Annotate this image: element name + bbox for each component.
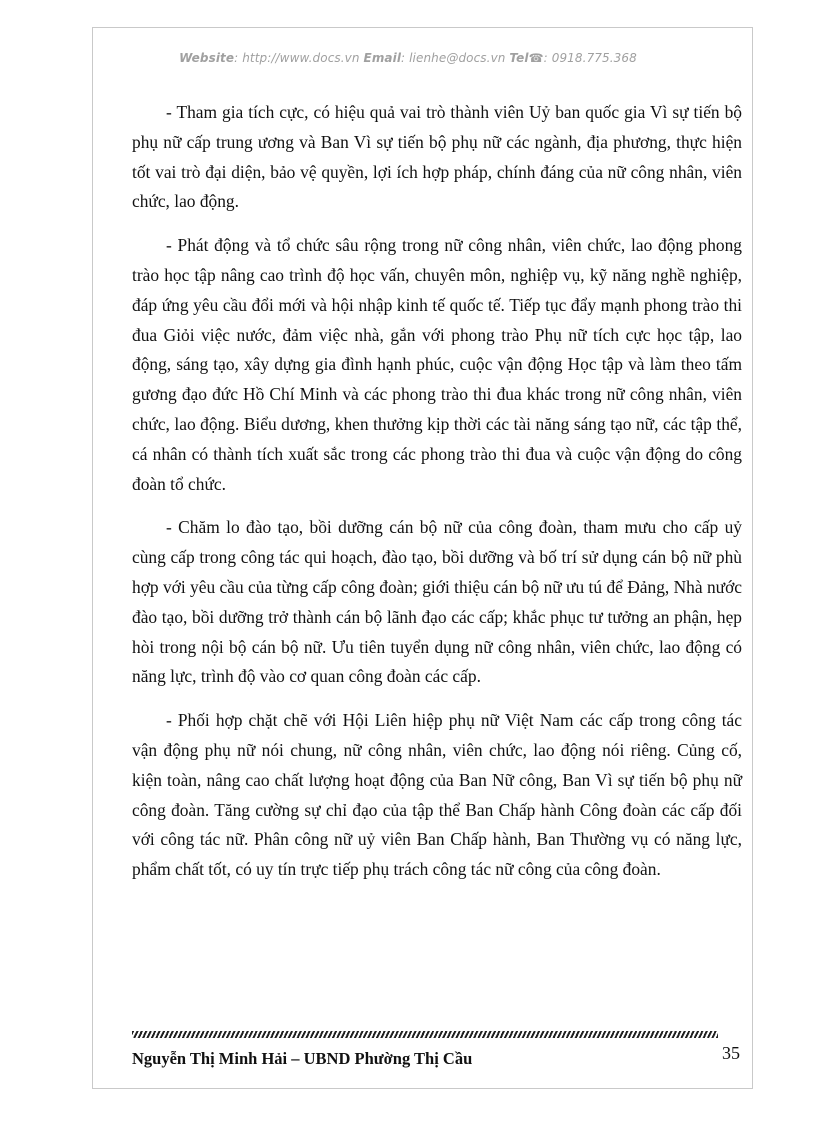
tel-label: Tel	[509, 51, 529, 65]
footer-rule	[132, 1031, 718, 1038]
document-body	[132, 98, 742, 899]
paragraph: - Chăm lo đào tạo, bồi dưỡng cán bộ nữ của công đoàn, tham mưu cho cấp uỷ cùng cấp trong công tác qui hoạch, đào tạo, bồi dưỡng và bố trí sử dụng cán bộ nữ phù hợp với yêu cầu của từng cấp công đoàn; giới thiệu cán bộ nữ ưu tú để Đảng, Nhà nước đào tạo, bồi dưỡng trở thành cán bộ lãnh đạo các cấp; khắc phục tư tưởng an phận, hẹp hòi trong nội bộ cán bộ nữ. Ưu tiên tuyển dụng nữ công nhân, viên chức, lao động có năng lực, trình độ vào cơ quan công đoàn các cấp.	[132, 517, 742, 687]
page-number: 35	[722, 1043, 740, 1063]
tel-value: ☎: 0918.775.368	[528, 51, 637, 65]
website-value: : http://www.docs.vn	[234, 51, 360, 65]
email-value: : lienhe@docs.vn	[401, 51, 506, 65]
email-label: Email	[363, 51, 402, 65]
footer-author: Nguyễn Thị Minh Hải – UBND Phường Thị Cầu	[132, 1049, 473, 1068]
paragraph: - Phối hợp chặt chẽ với Hội Liên hiệp phụ nữ Việt Nam các cấp trong công tác vận động phụ nữ nói chung, nữ công nhân, viên chức, lao động nói riêng. Củng cố, kiện toàn, nâng cao chất lượng hoạt động của Ban Nữ công, Ban Vì sự tiến bộ phụ nữ công đoàn. Tăng cường sự chỉ đạo của tập thể Ban Chấp hành Công đoàn các cấp đối với công tác nữ. Phân công nữ uỷ viên Ban Chấp hành, Ban Thường vụ có năng lực, phẩm chất tốt, có uy tín trực tiếp phụ trách công tác nữ công của công đoàn.	[132, 710, 742, 880]
paragraph: - Phát động và tổ chức sâu rộng trong nữ công nhân, viên chức, lao động phong trào học tập nâng cao trình độ học vấn, chuyên môn, nghiệp vụ, kỹ năng nghề nghiệp, đáp ứng yêu cầu đổi mới và hội nhập kinh tế quốc tế. Tiếp tục đẩy mạnh phong trào thi đua Giỏi việc nước, đảm việc nhà, gắn với phong trào Phụ nữ tích cực học tập, lao động, sáng tạo, xây dựng gia đình hạnh phúc, cuộc vận động Học tập và làm theo tấm gương đạo đức Hồ Chí Minh và các phong trào thi đua khác trong nữ công nhân, viên chức, lao động. Biểu dương, khen thưởng kịp thời các tài năng sáng tạo nữ, các tập thể, cá nhân có thành tích xuất sắc trong các phong trào thi đua và cuộc vận động do công đoàn tổ chức.	[132, 235, 742, 494]
website-label: Website	[179, 51, 235, 65]
page-header	[0, 51, 816, 65]
paragraph: - Tham gia tích cực, có hiệu quả vai trò thành viên Uỷ ban quốc gia Vì sự tiến bộ phụ nữ cấp trung ương và Ban Vì sự tiến bộ phụ nữ các ngành, địa phương, thực hiện tốt vai trò đại diện, bảo vệ quyền, lợi ích hợp pháp, chính đáng của nữ công nhân, viên chức, lao động.	[132, 102, 742, 212]
